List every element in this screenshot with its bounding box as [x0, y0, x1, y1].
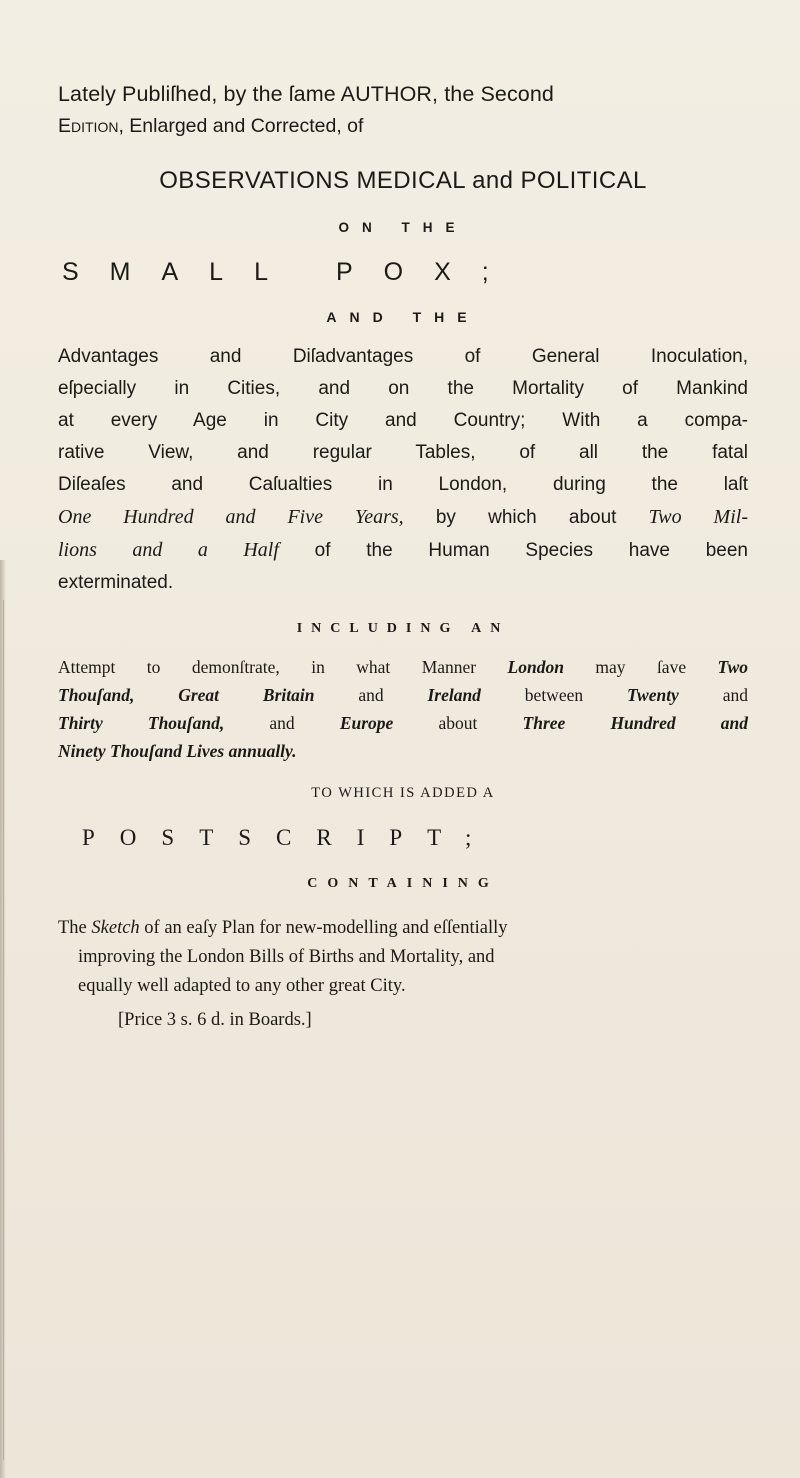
- italic-phrase: Twenty: [626, 685, 679, 705]
- sketch-line: improving the London Bills of Births and Mortality, and: [78, 947, 495, 967]
- edition-word: Edition,: [58, 115, 124, 137]
- description-line: rative View, and regular Tables, of all the fatal: [58, 442, 748, 463]
- italic-phrase: lions and a Half: [58, 539, 279, 561]
- sketch-line: [58, 914, 748, 943]
- italic-phrase: Two: [717, 657, 748, 677]
- plain-phrase: by which about: [403, 507, 649, 528]
- sketch-paragraph: [58, 914, 748, 1001]
- italic-phrase: One Hundred and Five Years,: [58, 506, 404, 528]
- attempt-line: [58, 681, 748, 709]
- plain-phrase: about: [393, 713, 523, 733]
- plain-phrase: of the Human Species have been: [278, 540, 748, 561]
- italic-phrase: Thirty Thouſand,: [58, 713, 225, 733]
- sketch-line: equally well adapted to any other great City.: [78, 976, 406, 996]
- plain-phrase: Attempt to demonſtrate, in what Manner: [58, 657, 508, 677]
- description-line: eſpecially in Cities, and on the Mortality of Mankind: [58, 378, 748, 399]
- edition-line: [58, 110, 748, 142]
- plain-phrase: and: [314, 685, 428, 705]
- plain-phrase: and: [678, 685, 748, 705]
- description-line: exterminated.: [58, 572, 174, 593]
- description-paragraph: [58, 341, 748, 599]
- page-edge-line: [3, 600, 4, 1460]
- on-the-heading: ON THE: [338, 220, 468, 235]
- italic-phrase: London: [507, 657, 564, 677]
- plain-phrase: of an eaſy Plan for new-modelling and eſſentially: [139, 918, 508, 938]
- italic-phrase: Sketch: [91, 918, 140, 938]
- description-line: at every Age in City and Country; With a compa-: [58, 410, 748, 431]
- description-line: [58, 534, 748, 567]
- italic-phrase: Two Mil-: [648, 506, 748, 528]
- description-line: [58, 501, 748, 534]
- plain-phrase: between: [480, 685, 627, 705]
- containing-heading: CONTAINING: [307, 876, 499, 891]
- main-title: OBSERVATIONS MEDICAL and POLITICAL: [159, 167, 647, 194]
- small-pox-heading: SMALL POX;: [62, 258, 520, 286]
- to-which-heading: TO WHICH IS ADDED A: [311, 785, 495, 801]
- italic-phrase: Thouſand, Great Britain: [58, 685, 315, 705]
- italic-phrase: Ireland: [427, 685, 481, 705]
- advertisement: [58, 78, 748, 1035]
- attempt-line: [58, 709, 748, 737]
- italic-phrase: Three Hundred and: [522, 713, 748, 733]
- attempt-line: [58, 737, 748, 765]
- postscript-heading: POSTSCRIPT;: [82, 825, 497, 850]
- edition-rest: Enlarged and Corrected, of: [123, 115, 364, 137]
- plain-phrase: may ſave: [563, 657, 718, 677]
- publication-line: Lately Publiſhed, by the ſame AUTHOR, the Second: [58, 82, 554, 106]
- plain-phrase: and: [224, 713, 340, 733]
- description-line: Diſeaſes and Caſualties in London, during the laſt: [58, 474, 748, 495]
- and-the-heading: AND THE: [326, 309, 480, 325]
- price-line: [Price 3 s. 6 d. in Boards.]: [118, 1010, 312, 1030]
- including-heading: INCLUDING AN: [296, 621, 510, 636]
- attempt-line: [58, 653, 748, 681]
- italic-phrase: Ninety Thouſand Lives annually.: [58, 741, 297, 761]
- attempt-paragraph: [58, 653, 748, 765]
- description-line: Advantages and Diſadvantages of General Inoculation,: [58, 346, 748, 367]
- italic-phrase: Europe: [339, 713, 394, 733]
- plain-phrase: The: [58, 918, 92, 938]
